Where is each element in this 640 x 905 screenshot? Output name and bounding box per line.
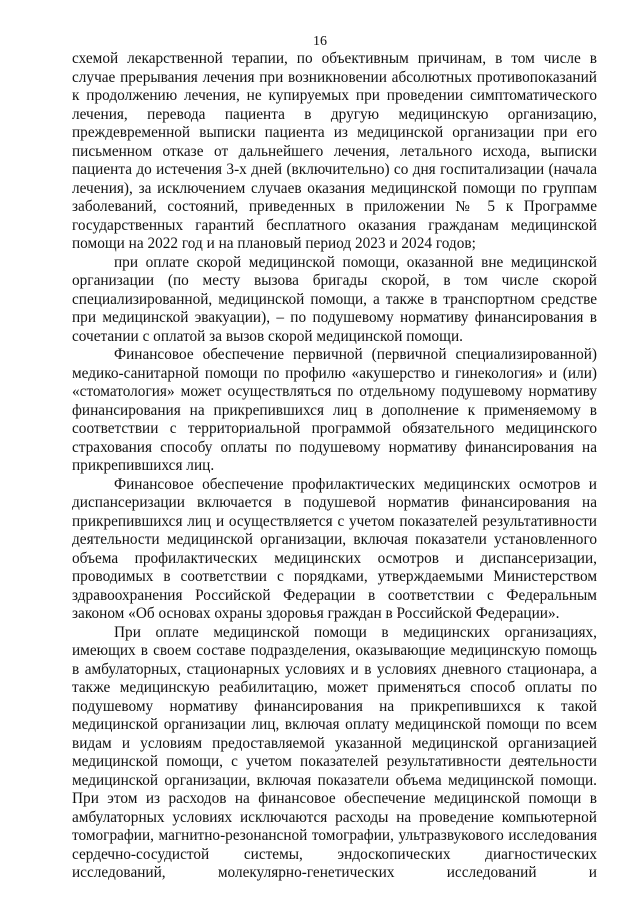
text-line: томографии, магнитно-резонансной томографии, ультразвукового исследования — [72, 827, 597, 844]
text-line: медицинской помощи, с учетом показателей результативности деятельности — [72, 753, 597, 770]
text-line: схемой лекарственной терапии, по объективным причинам, в том числе в — [72, 50, 597, 67]
text-line: подушевому нормативу финансирования на прикрепившихся к такой — [72, 697, 597, 715]
text-line: при медицинской эвакуации), – по подушевому нормативу финансирования в — [72, 309, 597, 326]
text-line: прикрепившихся лиц и осуществляется с учетом показателей результативности — [72, 512, 597, 530]
text-line: пациента до истечения 3-х дней (включительно) со дня госпитализации (начала — [72, 161, 597, 178]
text-line: имеющих в своем составе подразделения, оказывающие медицинскую помощь — [72, 642, 597, 659]
text-line: проводимых в соответствии с порядками, утверждаемыми Министерством — [72, 568, 597, 585]
text-line: преждевременной выписки пациента из медицинской организации при его — [72, 124, 597, 141]
text-line: диспансеризации включается в подушевой норматив финансирования на — [72, 494, 597, 511]
text-line: сочетании с оплатой за вызов скорой медицинской помощи. — [72, 327, 463, 345]
text-line: письменном отказе от дальнейшего лечения, летального исхода, выписки — [72, 142, 597, 160]
text-line: заболеваний, состояний, приведенных в приложении № 5 к Программе — [72, 198, 597, 215]
text-line: финансирования на прикрепившихся лиц в дополнение к применяемому в — [72, 401, 597, 419]
text-line: При оплате медицинской помощи в медицинских организациях, — [114, 623, 597, 641]
text-line: медико-санитарной помощи по профилю «акушерство и гинекология» и (или) — [72, 364, 597, 382]
text-line: в амбулаторных, стационарных условиях и в условиях дневного стационара, а — [72, 660, 597, 678]
text-line: соответствии с территориальной программой обязательного медицинского — [72, 420, 597, 437]
text-line: организации (по месту вызова бригады скорой, в том числе скорой — [72, 272, 597, 289]
text-line: специализированной, медицинской помощи, а также в транспортном средстве — [72, 290, 597, 308]
text-line: медицинской организации, включая показатели объема медицинской помощи. — [72, 771, 597, 789]
text-line: Финансовое обеспечение профилактических медицинских осмотров и — [114, 475, 597, 493]
text-line: при оплате скорой медицинской помощи, оказанной вне медицинской — [114, 253, 597, 271]
paragraph — [72, 254, 597, 347]
text-line: лечения), за исключением случаев оказания медицинской помощи по группам — [72, 179, 597, 197]
paragraph — [72, 476, 597, 624]
text-line: деятельности медицинской организации, включая показатели установленного — [72, 531, 597, 548]
text-line: здравоохранения Российской Федерации в соответствии с Федеральным — [72, 586, 597, 604]
text-line: объема профилактических медицинских осмотров и диспансеризации, — [72, 549, 597, 567]
text-line: сердечно-сосудистой системы, эндоскопических диагностических — [72, 845, 597, 863]
text-line: лечения, перевода пациента в другую медицинскую организацию, — [72, 105, 597, 123]
text-line: помощи на 2022 год и на плановый период 2023 и 2024 годов; — [72, 235, 476, 252]
text-line: «стоматология» может осуществляться по отдельному подушевому нормативу — [72, 383, 597, 400]
text-line: прикрепившихся лиц. — [72, 457, 215, 474]
paragraph — [72, 624, 597, 883]
paragraph — [72, 346, 597, 476]
text-line: амбулаторных условиях исключаются расходы на проведение компьютерной — [72, 808, 597, 826]
text-line: видам и условиям предоставляемой указанной медицинской организацией — [72, 734, 597, 752]
text-line: исследований, молекулярно-генетических исследований и — [72, 864, 597, 881]
text-line: Финансовое обеспечение первичной (первичной специализированной) — [114, 346, 597, 363]
text-line: При этом из расходов на финансовое обеспечение медицинской помощи в — [72, 790, 597, 807]
page-number: 16 — [313, 34, 327, 49]
text-line: к продолжению лечения, не купируемых при проведении симптоматического — [72, 87, 597, 104]
text-line: медицинской организации лиц, включая оплату медицинской помощи по всем — [72, 716, 597, 733]
document-body — [72, 50, 597, 883]
text-line: случае прерывания лечения при возникновении абсолютных противопоказаний — [72, 68, 597, 86]
text-line: государственных гарантий бесплатного оказания гражданам медицинской — [72, 216, 597, 234]
text-line: страхования способу оплаты по подушевому нормативу финансирования на — [72, 438, 597, 456]
text-line: также медицинскую реабилитацию, может применяться способ оплаты по — [72, 679, 597, 696]
text-line: законом «Об основах охраны здоровья граждан в Российской Федерации». — [72, 605, 560, 622]
paragraph — [72, 50, 597, 254]
